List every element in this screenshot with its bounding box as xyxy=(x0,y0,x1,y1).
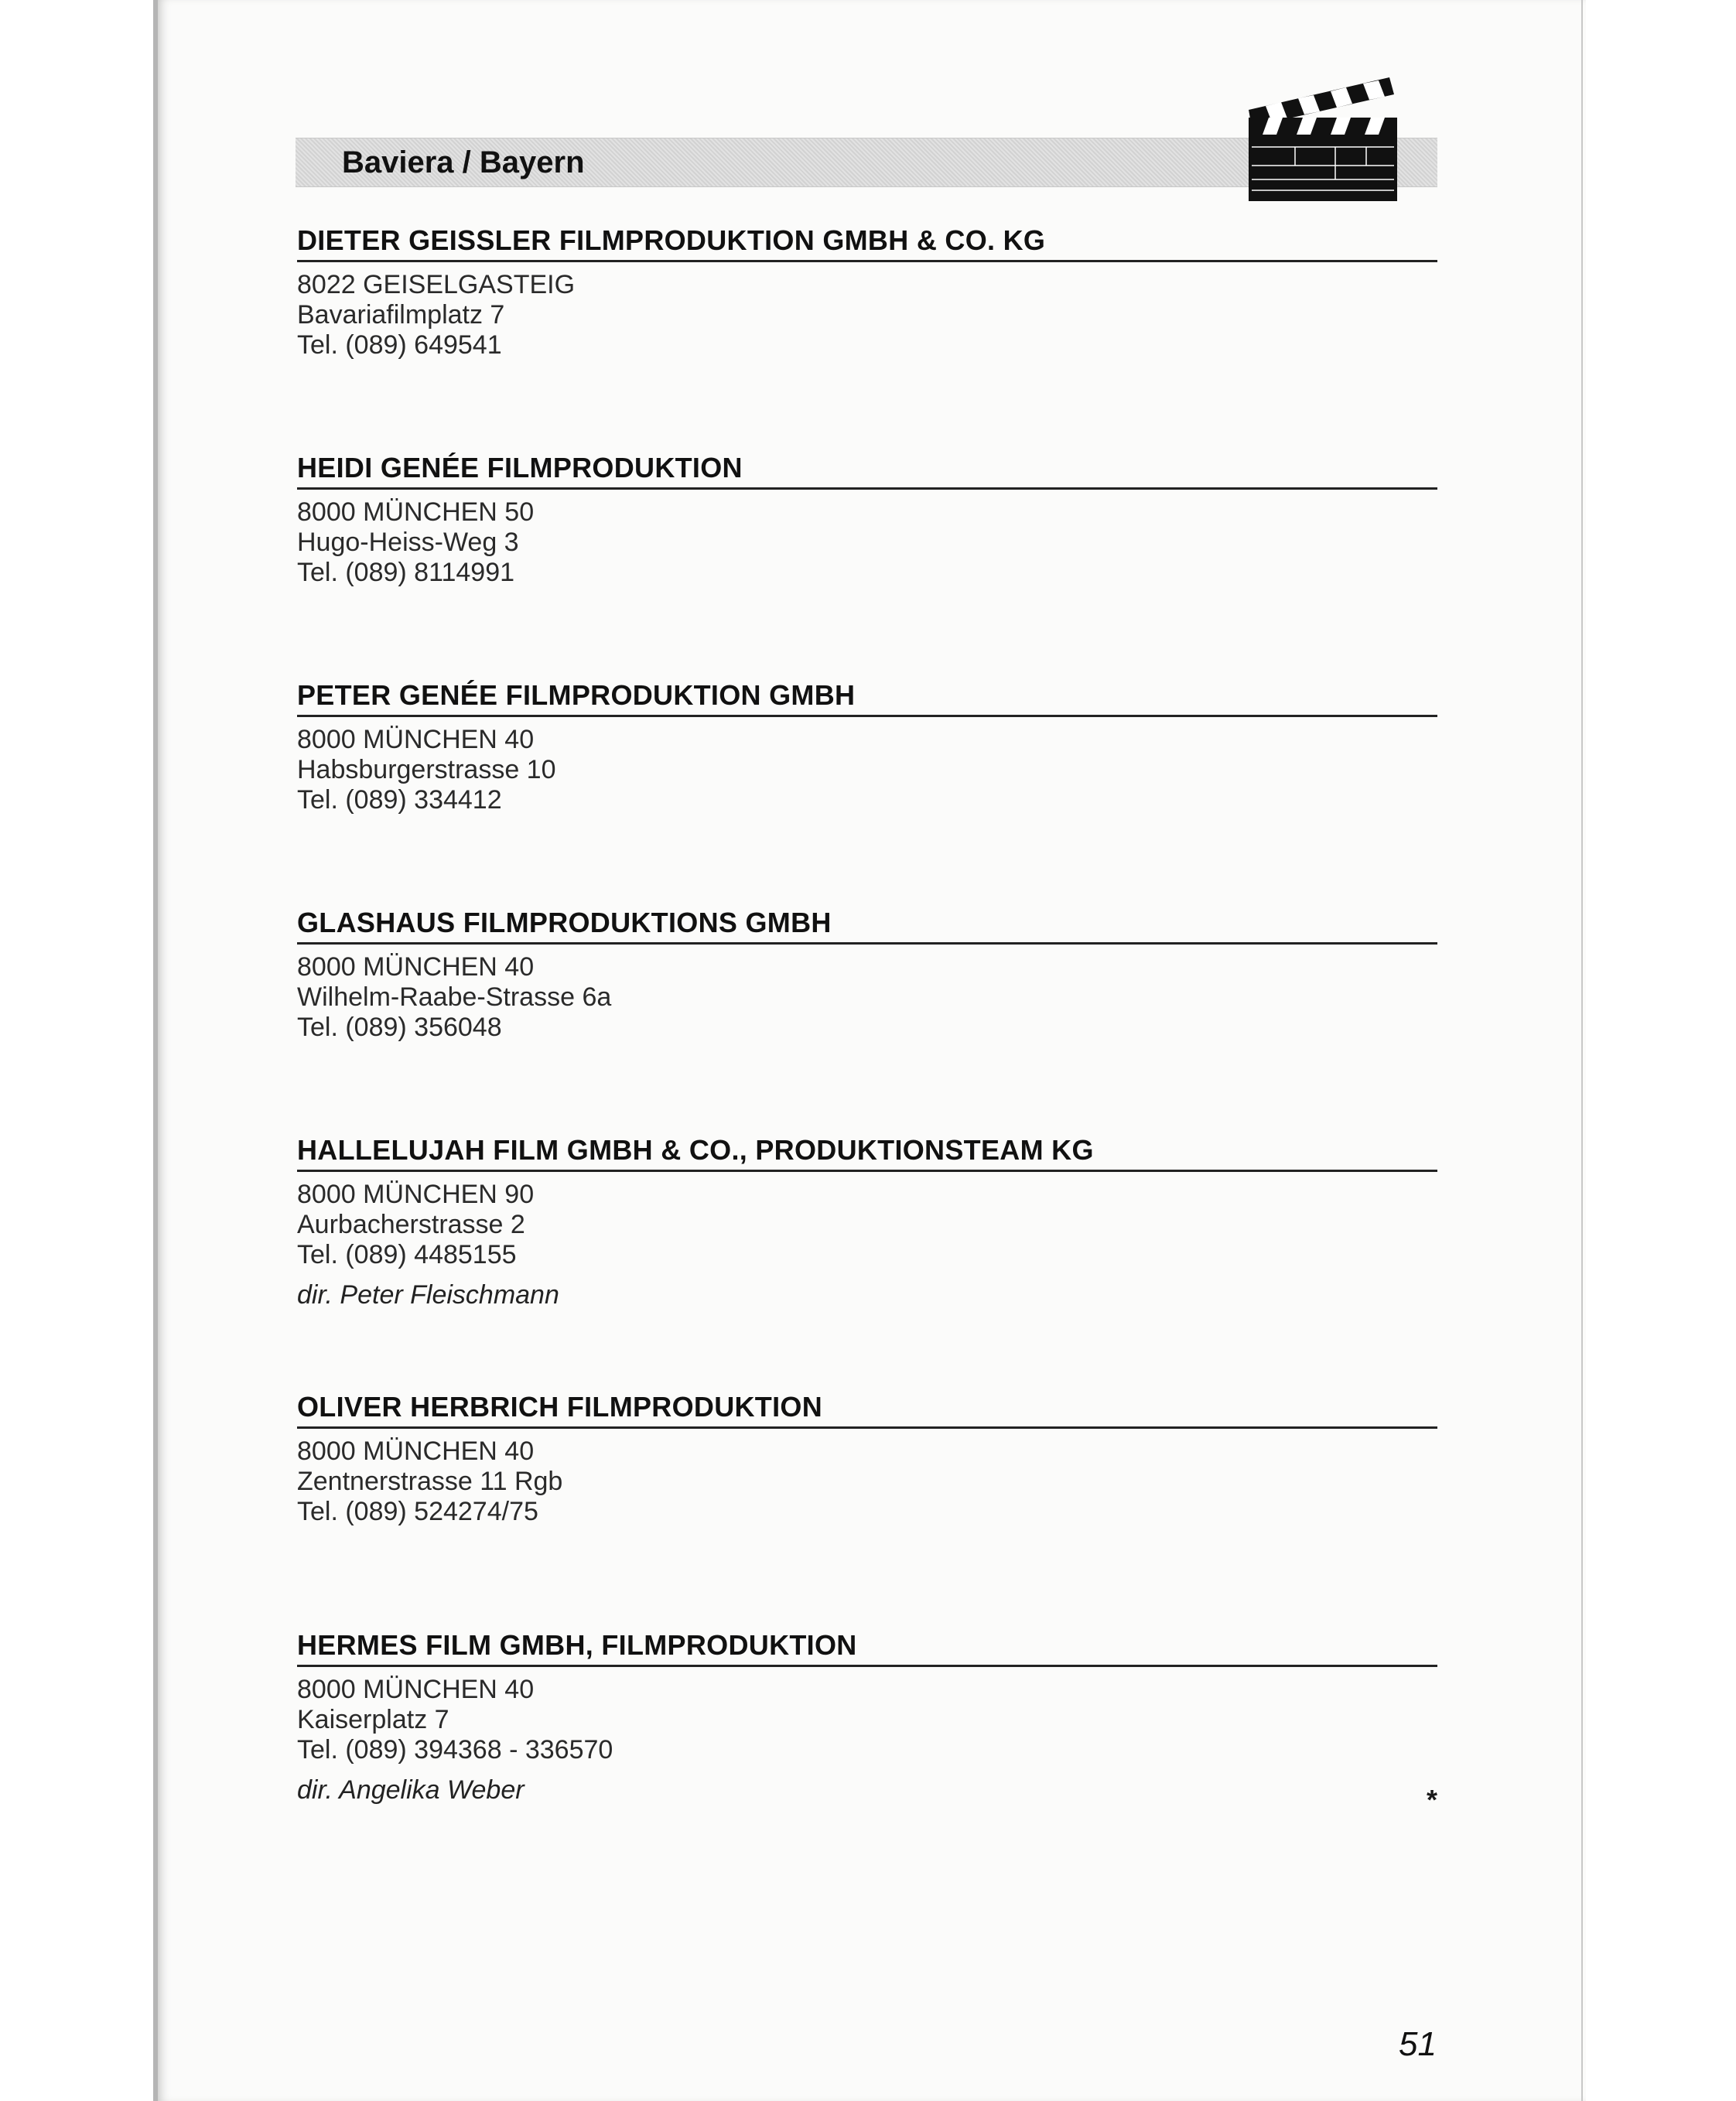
postal-city-line: 8022 GEISELGASTEIG xyxy=(297,270,576,299)
company-entry xyxy=(297,1132,1437,1310)
postal-city-line: 8000 MÜNCHEN 40 xyxy=(297,1437,535,1466)
company-entry xyxy=(297,1628,1437,1816)
company-name: GLASHAUS FILMPRODUKTIONS GMBH xyxy=(297,905,1437,945)
region-title: Baviera / Bayern xyxy=(342,145,585,179)
postal-city-line: 8000 MÜNCHEN 90 xyxy=(297,1180,535,1209)
page-number: 51 xyxy=(1399,2025,1437,2063)
company-name: HERMES FILM GMBH, FILMPRODUKTION xyxy=(297,1628,1437,1667)
postal-city-line: 8000 MÜNCHEN 40 xyxy=(297,952,535,982)
clapperboard-icon xyxy=(1242,67,1402,214)
phone-line: Tel. (089) 649541 xyxy=(297,330,502,360)
asterisk-marker: * xyxy=(1426,1784,1437,1816)
director-credit: dir. Peter Fleischmann xyxy=(297,1280,559,1310)
page-edge xyxy=(1581,0,1583,2101)
street-line: Wilhelm-Raabe-Strasse 6a xyxy=(297,982,612,1012)
company-entry xyxy=(297,678,1437,815)
street-line: Bavariafilmplatz 7 xyxy=(297,300,505,330)
street-line: Habsburgerstrasse 10 xyxy=(297,755,556,784)
street-line: Hugo-Heiss-Weg 3 xyxy=(297,528,519,557)
company-address xyxy=(297,270,1437,360)
company-entry xyxy=(297,1389,1437,1527)
company-name: PETER GENÉE FILMPRODUKTION GMBH xyxy=(297,678,1437,717)
company-entry xyxy=(297,450,1437,588)
postal-city-line: 8000 MÜNCHEN 40 xyxy=(297,725,535,754)
phone-line: Tel. (089) 394368 - 336570 xyxy=(297,1735,613,1764)
company-address xyxy=(297,1180,1437,1270)
postal-city-line: 8000 MÜNCHEN 40 xyxy=(297,1675,535,1704)
street-line: Kaiserplatz 7 xyxy=(297,1705,449,1734)
company-name: OLIVER HERBRICH FILMPRODUKTION xyxy=(297,1389,1437,1429)
street-line: Zentnerstrasse 11 Rgb xyxy=(297,1467,563,1496)
phone-line: Tel. (089) 356048 xyxy=(297,1013,502,1042)
phone-line: Tel. (089) 4485155 xyxy=(297,1240,517,1269)
company-entry xyxy=(297,223,1437,360)
company-address xyxy=(297,952,1437,1043)
company-address xyxy=(297,497,1437,588)
director-credit: dir. Angelika Weber xyxy=(297,1775,525,1805)
company-entry xyxy=(297,905,1437,1043)
clapper-board xyxy=(1249,118,1397,201)
phone-line: Tel. (089) 334412 xyxy=(297,785,502,815)
company-address xyxy=(297,1437,1437,1527)
phone-line: Tel. (089) 524274/75 xyxy=(297,1497,538,1526)
company-address xyxy=(297,1675,1437,1765)
phone-line: Tel. (089) 8114991 xyxy=(297,558,515,587)
company-name: HALLELUJAH FILM GMBH & CO., PRODUKTIONSTEAM KG xyxy=(297,1132,1437,1172)
company-address xyxy=(297,725,1437,815)
street-line: Aurbacherstrasse 2 xyxy=(297,1210,525,1239)
company-name: HEIDI GENÉE FILMPRODUKTION xyxy=(297,450,1437,490)
company-name: DIETER GEISSLER FILMPRODUKTION GMBH & CO. KG xyxy=(297,223,1437,262)
postal-city-line: 8000 MÜNCHEN 50 xyxy=(297,497,535,527)
